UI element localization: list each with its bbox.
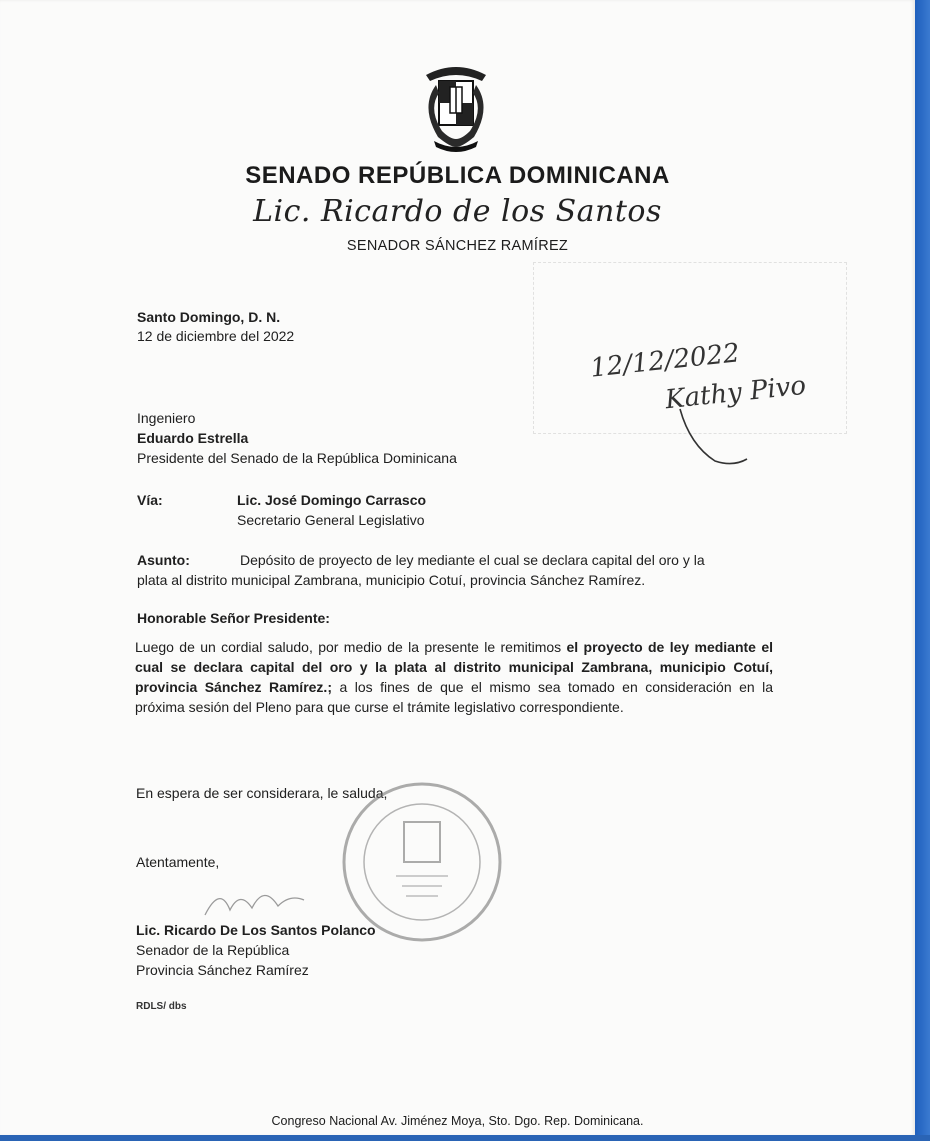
handwritten-receipt-date: 12/12/2022 [588,338,742,384]
subject-line-2: plata al distrito municipal Zambrana, municipio Cotuí, provincia Sánchez Ramírez. [137,572,646,588]
body-intro: Luego de un cordial saludo, por medio de la presente le remitimos [135,639,567,655]
coat-of-arms-icon [406,57,506,157]
recipient-role: Presidente del Senado de la República Dominicana [137,450,457,466]
footer-address: Congreso Nacional Av. Jiménez Moya, Sto. Dgo. Rep. Dominicana. [271,1114,644,1128]
signer-role: Senador de la República [136,942,290,958]
subject-label: Asunto: [137,552,190,568]
letter-place: Santo Domingo, D. N. [137,309,281,325]
letter-body [135,637,773,717]
scan-border-bottom [0,1135,930,1141]
institution-heading: SENADO REPÚBLICA DOMINICANA [245,162,670,189]
handwritten-receipt-name: Kathy Pivo [663,370,808,416]
via-name: Lic. José Domingo Carrasco [237,492,427,508]
closing-line: En espera de ser considerara, le saluda, [136,785,388,801]
handwritten-flourish [675,405,755,467]
signature-scribble [200,880,310,925]
body-bold: el proyecto de ley mediante el cual se declara capital del oro y la plata al distrito municipal Zambrana, municipio Cotuí, provincia Sánchez Ramírez.; [135,639,773,695]
body-rest: a los fines de que el mismo sea tomado en consideración en la próxima sesión del Pleno para que curse el trámite legislativo correspondiente. [135,679,773,715]
recipient-title: Ingeniero [137,410,196,426]
signer-name: Lic. Ricardo De Los Santos Polanco [136,922,376,938]
senator-title-heading: SENADOR SÁNCHEZ RAMÍREZ [346,238,569,254]
via-label: Vía: [137,492,163,508]
via-role: Secretario General Legislativo [237,512,425,528]
senator-name-heading: Lic. Ricardo de los Santos [253,194,662,229]
closing-word: Atentamente, [136,854,220,870]
signer-province: Provincia Sánchez Ramírez [136,962,309,978]
letter-date: 12 de diciembre del 2022 [137,328,295,344]
scan-border-right [915,0,930,1141]
recipient-name: Eduardo Estrella [137,430,249,446]
subject-line-1: Depósito de proyecto de ley mediante el cual se declara capital del oro y la [240,552,705,568]
salutation: Honorable Señor Presidente: [137,610,330,626]
reference-initials: RDLS/ dbs [136,1001,187,1012]
